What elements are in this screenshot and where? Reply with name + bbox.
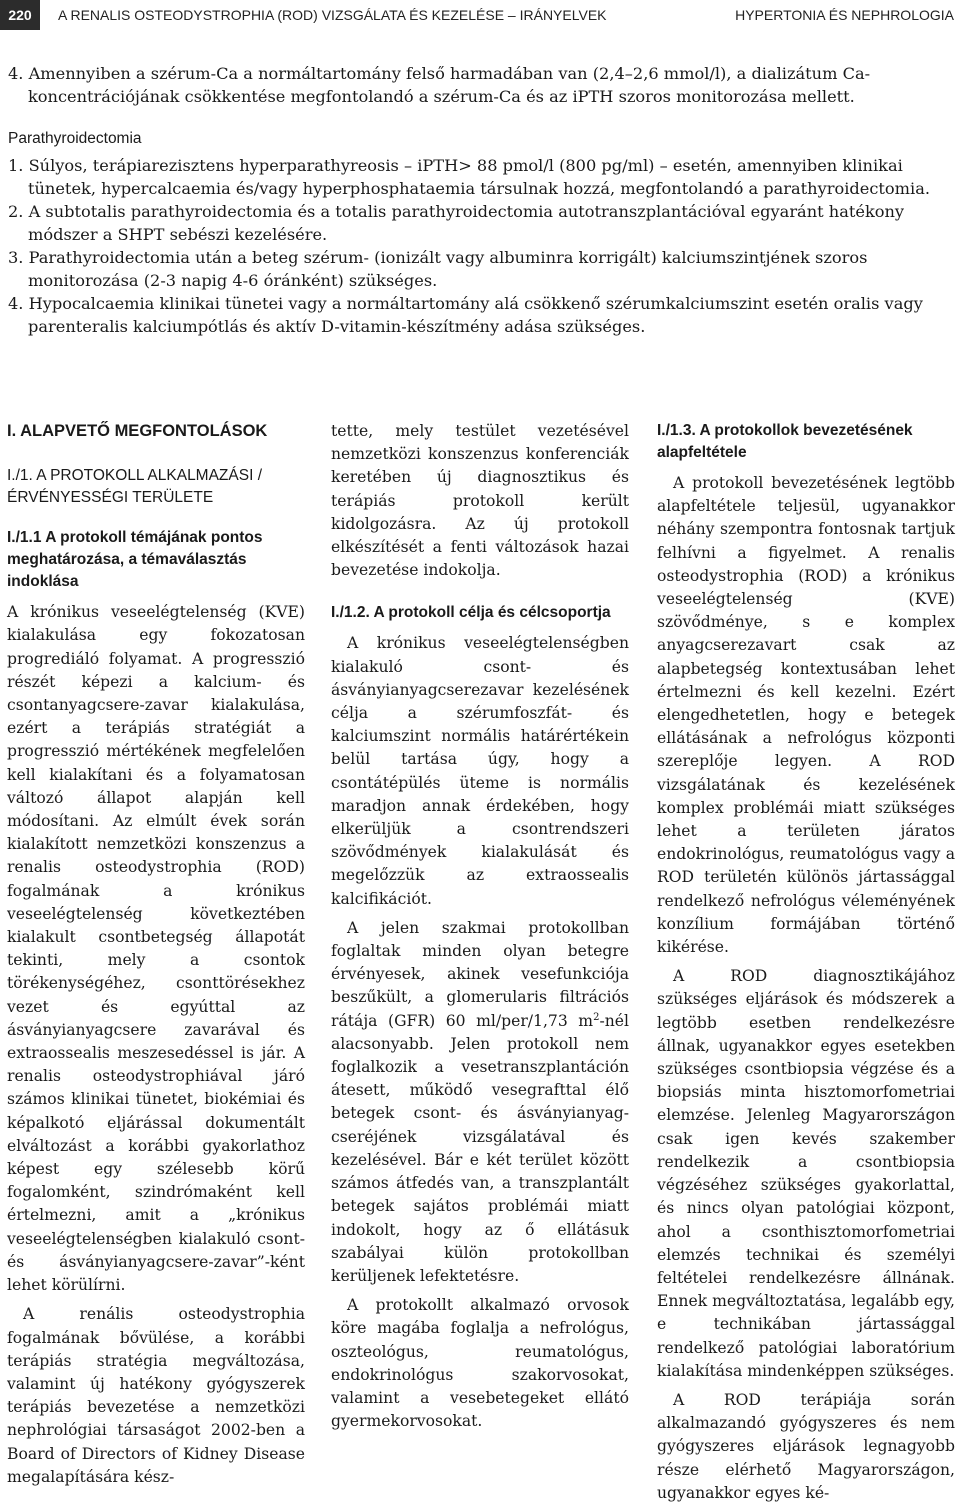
recommendation-item: 2. A subtotalis parathyroidectomia és a totalis parathyroidectomia autotranszplantációval egyaránt hatékony módszer a SHPT sebészi kezelésére. — [8, 202, 905, 244]
running-header — [0, 0, 960, 30]
subsubsection-title: I./1.1 A protokoll témájának pontos meghatározása, a témaválasztás indoklása — [7, 529, 263, 591]
section-heading-parathyroidectomia: Parathyroidectomia — [8, 130, 142, 147]
body-paragraph: A protokollt alkalmazó orvosok köre magába foglalja a nefrológus, oszteológus, reumatológus, endokrinológus szakorvosokat, valamint a vesebetegeket ellátó gyermekorvosokat. — [331, 1296, 629, 1431]
page-number: 220 — [0, 0, 40, 30]
body-paragraph: A ROD terápiája során alkalmazandó gyógyszeres és nem gyógyszeres eljárások legnagyobb része elérhető Magyarországon, ugyanakkor egyes ké- — [657, 1390, 955, 1502]
body-paragraph: A krónikus veseelégtelenség (KVE) kialakulása egy fokozatosan progrediáló folyamat. A progresszió részét képezi a kalcium- és csontanyagcsere-zavar kialakulása, ezért a terápiás stratégiát a progresszió mértékének megfelelően kell kialakítani és a folyamatosan változó állapot alapján kell módosítani. Az elmúlt évek során kialakított nemzetközi konszenzus a renalis osteodystrophia (ROD) fogalmának a krónikus veseelégtelenség következtében kialakult csontbetegség állapotát tekinti, mely a csontok törékenységéhez, csonttörésekhez vezet és egyúttal az ásványianyagcsere zavarával és extraossealis meszesedéssel is jár. A renalis osteodystrophiával járó számos klinikai tünetet, biokémiai és képalkotó eljárással dokumentált elváltozást a korábbi gyakorlathoz képest egy szélesebb körű fogalomként, szindrómaként kell értelmezni, amit a „krónikus veseelégtelenségben kialakuló csont- és ásványianyagcsere-zavar”-ként lehet körülírni. — [7, 603, 305, 1295]
body-paragraph: A ROD diagnosztikájához szükséges eljárások és módszerek a legtöbb esetben rendelkezésre állnak, ugyanakkor egyes esetekben szükséges csontbiopsia végzése és a biopsiás minta hisztomorfometriai elemzése. Jelenleg Magyarországon csak igen kevés szakember rendelkezik a csontbiopsia végzéséhez szükséges gyakorlattal, és nincs olyan patológiai központ, ahol a csonthisztomorfometriai elemzés technikai és személyi feltételei rendelkezésre állnának. Ennek megváltoztatása, legalább egy, e technikában jártassággal rendelkező patológiai laboratórium kialakítása mindenképpen szükséges. — [657, 967, 956, 1380]
recommendations-block — [8, 62, 956, 338]
text-column-2 — [331, 420, 629, 1433]
superscript: 2 — [593, 1011, 600, 1023]
body-paragraph — [331, 917, 629, 1288]
text-fragment: -nél alacsonyabb. Jelen protokoll nem foglalkozik a vesetranszplantáción átesett, működő vesegrafttal élő betegek csont- és ásványianyag-cseréjének vizsgálatával és kezelésével. Bár e két terület között számos átfedés van, a transzplantált betegek sajátos problémái miatt indokolt, hogy az ő ellátásuk szabályai külön protokollban kerüljenek lefektetésre. — [331, 1011, 629, 1285]
body-paragraph: tette, mely testület vezetésével nemzetközi konszenzus konferenciák keretében új diagnosztikus és terápiás protokoll került kidolgozásra. Az új protokoll elkészítését a fenti változások hazai bevezetése indokolja. — [331, 422, 629, 580]
text-column-1 — [7, 420, 305, 1489]
subsubsection-title: I./1.3. A protokollok bevezetésének alapfeltétele — [657, 422, 913, 461]
running-title-right: HYPERTONIA ÉS NEPHROLOGIA — [735, 7, 954, 23]
body-paragraph: A renális osteodystrophia fogalmának bővülése, a korábbi terápiás stratégia megváltozása, valamint új hatékony gyógyszerek terápiás bevezetése a nemzetközi nephrológiai társaságot 2002-ben a Board of Directors of Kidney Disease megalapítására kész- — [7, 1305, 305, 1486]
recommendation-item: 1. Súlyos, terápiarezisztens hyperparathyreosis – iPTH> 88 pmol/l (800 pg/ml) – esetén, amennyiben klinikai tünetek, hypercalcaemia és/vagy hyperphosphataemia társulnak hozzá, megfontolandó a parathyroidectomia. — [8, 156, 930, 198]
running-title-left: A RENALIS OSTEODYSTROPHIA (ROD) VIZSGÁLATA ÉS KEZELÉSE – IRÁNYELVEK — [58, 7, 607, 23]
body-paragraph: A krónikus veseelégtelenségben kialakuló csont- és ásványianyagcserezavar kezelésének célja a szérumfoszfát- és kalciumszint normális határértékein belül tartása úgy, hogy a csontátépülés üteme is normális maradjon annak érdekében, hogy elkerüljük a csontrendszeri szövődmények kialakulását és megelőzzük az extraossealis kalcifikációt. — [331, 634, 629, 908]
text-column-3 — [657, 420, 955, 1505]
recommendation-item: 4. Hypocalcaemia klinikai tünetei vagy a normáltartomány alá csökkenő szérumkalciumszint esetén oralis vagy parenteralis kalciumpótlás és aktív D-vitamin-készítmény adása szükséges. — [8, 294, 923, 336]
body-paragraph: A protokoll bevezetésének legtöbb alapfeltétele teljesül, ugyanakkor néhány szempontra fontosnak tartjuk felhívni a figyelmet. A renalis osteodystrophia (ROD) a krónikus veseelégtelenség (KVE) szövődménye, s e komplex anyagcserezavart csak az alapbetegség kontextusában lehet értelmezni és kell kezelni. Ezért elengedhetetlen, hogy e betegek ellátásának a nefrológus központi szereplője legyen. A ROD vizsgálatának és kezelésének komplex problémái miatt szükséges lehet a területen járatos endokrinológus, reumatológus vagy a ROD területén különös jártassággal rendelkező nefrológus véleményének konzílium formájában történő kikérése. — [657, 474, 955, 957]
subsubsection-title: I./1.2. A protokoll célja és célcsoportja — [331, 604, 611, 622]
text-fragment: A jelen szakmai protokollban foglaltak minden olyan betegre érvényesek, akinek vesefunkciója beszűkült, a glomerularis filtrációs rátája (GFR) 60 ml/per/1,73 m — [331, 918, 629, 1030]
recommendation-item: 3. Parathyroidectomia után a beteg szérum- (ionizált vagy albuminra korrigált) kalciumszintjének szoros monitorozása (2-3 napig 4-6 óránként) szükséges. — [8, 248, 868, 290]
subsection-title: I./1. A PROTOKOLL ALKALMAZÁSI / ÉRVÉNYESSÉGI TERÜLETE — [7, 467, 263, 507]
section-title: I. ALAPVETŐ MEGFONTOLÁSOK — [7, 422, 268, 440]
recommendation-item: 4. Amennyiben a szérum-Ca a normáltartomány felső harmadában van (2,4–2,6 mmol/l), a dializátum Ca-koncentrációjának csökkentése megfontolandó a szérum-Ca és az iPTH szoros monitorozása mellett. — [8, 64, 871, 106]
